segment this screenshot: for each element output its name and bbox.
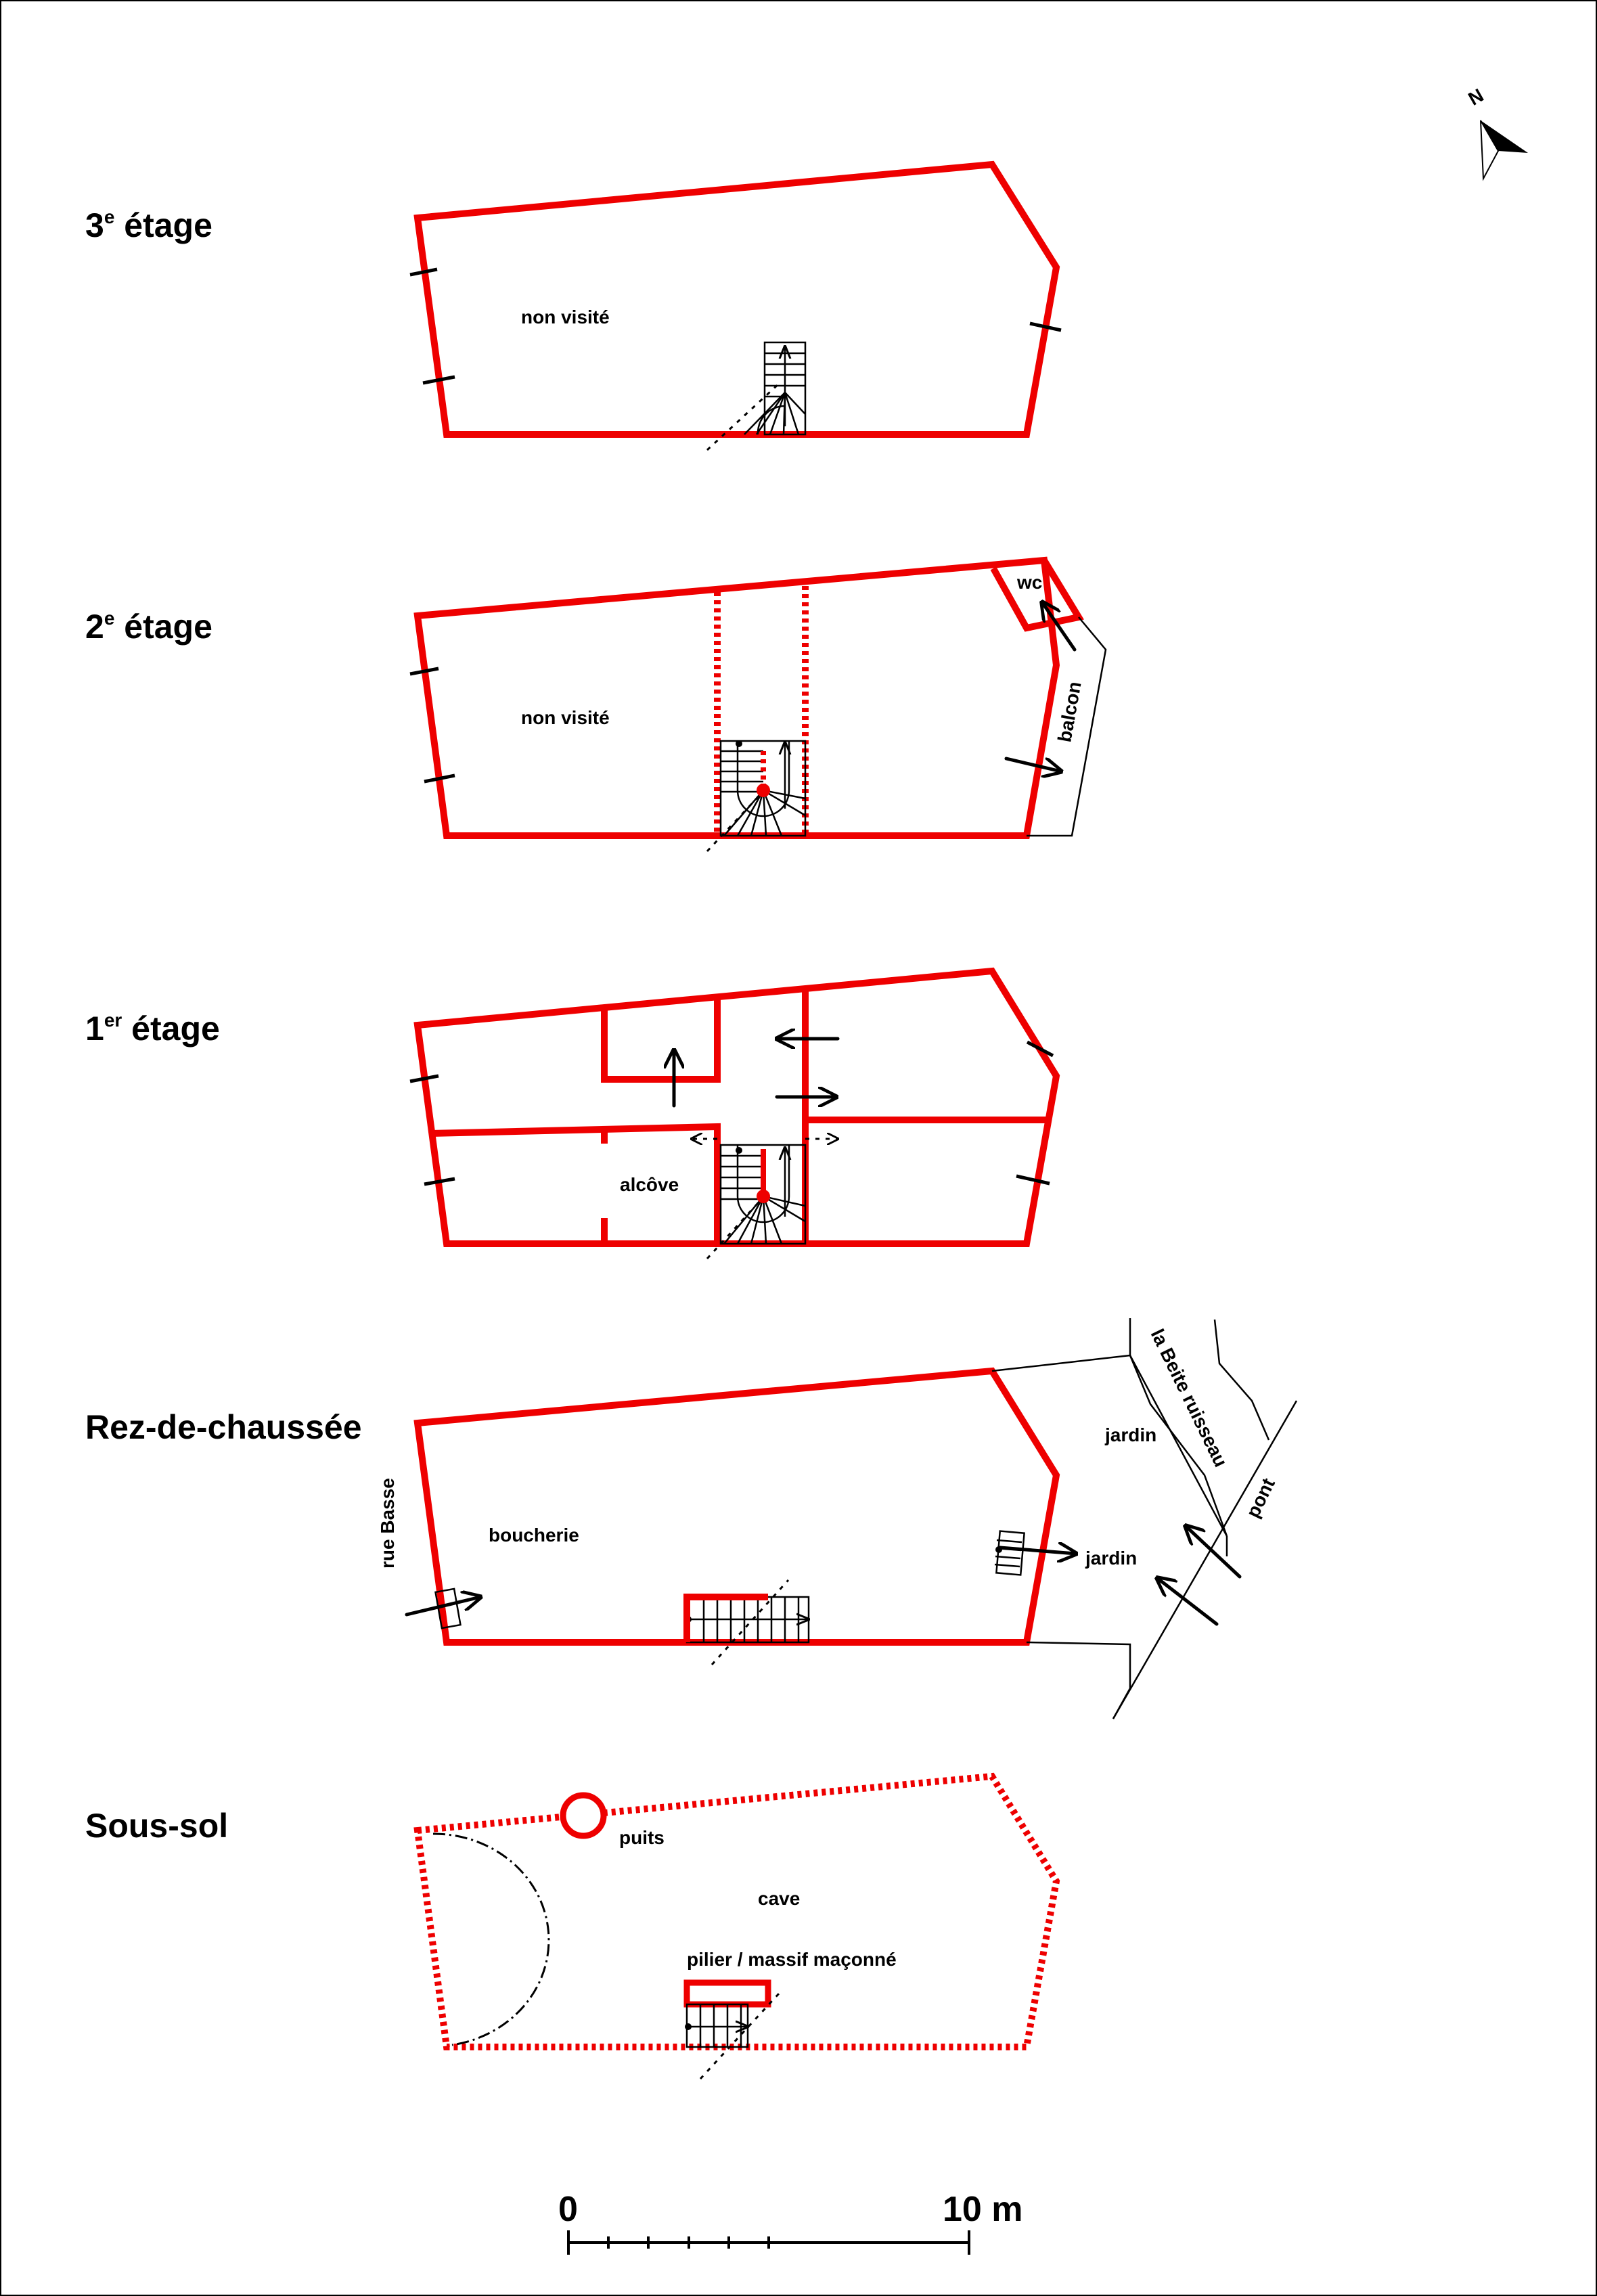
scale-start-label: 0: [558, 2190, 578, 2229]
well-icon: [563, 1795, 604, 1836]
garden-exit-arrow: [1000, 1548, 1076, 1554]
garden-side-label: jardin: [1085, 1548, 1138, 1569]
ground-floor-room-label: boucherie: [489, 1525, 579, 1546]
access-arrow: [1186, 1526, 1240, 1577]
well-label: puits: [619, 1827, 665, 1848]
balcony-label: balcon: [1054, 679, 1085, 744]
second-floor-outline: [418, 560, 1056, 836]
garden-stairs-icon: [995, 1531, 1025, 1575]
vault-arc: [433, 1834, 549, 2045]
first-floor-plan: [85, 971, 1056, 1259]
pillar-label: pilier / massif maçonné: [687, 1949, 897, 1970]
window-mark: [1016, 1176, 1050, 1184]
pillar-icon: [687, 1983, 768, 2004]
door-arrow: [1006, 759, 1061, 771]
staircase-icon: [685, 1580, 809, 1665]
ground-floor-outline: [418, 1371, 1056, 1642]
garden-top-label: jardin: [1105, 1424, 1157, 1445]
stream-bank: [1215, 1320, 1269, 1440]
alcove-label: alcôve: [620, 1174, 679, 1195]
north-arrow-icon: [1465, 85, 1529, 179]
third-floor-plan: [85, 164, 1061, 450]
bridge-label: pont: [1242, 1475, 1279, 1521]
scale-bar: [558, 2190, 1023, 2255]
second-floor-plan: [85, 560, 1106, 851]
north-label: N: [1464, 84, 1487, 110]
wc-label: wc: [1017, 572, 1043, 593]
scale-end-label: 10 m: [943, 2190, 1023, 2229]
street-label: rue Basse: [377, 1478, 398, 1569]
ground-floor-plan: [85, 1318, 1297, 1719]
third-floor-title: 3e étage: [85, 206, 212, 244]
second-floor-room-label: non visité: [521, 707, 610, 728]
cellar-label: cave: [758, 1888, 801, 1909]
garden-boundary: [1027, 1642, 1130, 1719]
ground-floor-title: Rez-de-chaussée: [85, 1408, 362, 1446]
second-floor-title: 2e étage: [85, 608, 212, 646]
first-floor-title: 1er étage: [85, 1010, 220, 1048]
third-floor-room-label: non visité: [521, 307, 610, 328]
basement-plan: [85, 1776, 1056, 2079]
basement-title: Sous-sol: [85, 1807, 229, 1845]
access-arrow: [1157, 1578, 1217, 1624]
stream-label: la Beite ruisseau: [1146, 1326, 1232, 1470]
third-floor-outline: [418, 164, 1056, 434]
first-floor-outline: [418, 971, 1056, 1244]
wc-walls: [993, 560, 1079, 628]
